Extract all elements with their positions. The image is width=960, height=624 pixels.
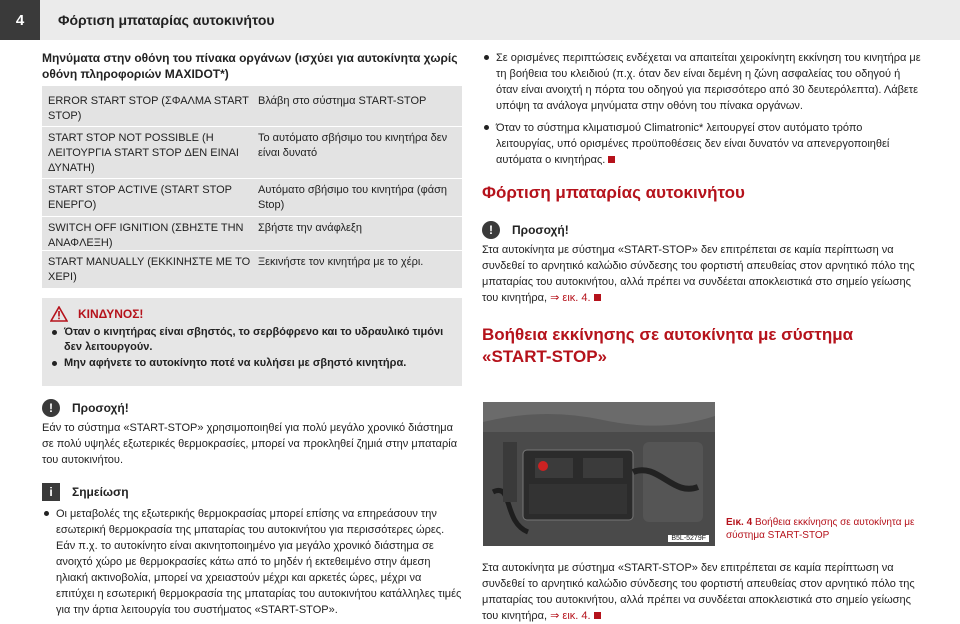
message-code: START STOP NOT POSSIBLE (Η ΛΕΙΤΟΥΡΓΙΑ START STOP ΔΕΝ ΕΙΝΑΙ ΔΥΝΑΤΗ) (48, 132, 239, 174)
message-meaning: Το αυτόματο σβήσιμο του κινητήρα δεν είναι δυνατό (258, 132, 448, 159)
warning-triangle-icon (50, 306, 68, 322)
messages-table (42, 86, 462, 288)
caution-text (482, 242, 922, 306)
figure-title: Βοήθεια εκκίνησης σε αυτοκίνητα με σύστημα START-STOP (726, 517, 915, 541)
note-box (42, 482, 462, 618)
message-row (42, 178, 462, 213)
left-column (42, 50, 462, 82)
figure-ref-link[interactable]: εικ. 4. (562, 610, 591, 622)
page-title: Φόρτιση μπαταρίας αυτοκινήτου (58, 12, 275, 28)
page-number: 4 (0, 0, 40, 40)
message-row (42, 126, 462, 176)
arrow-icon: ⇒ (550, 610, 560, 622)
danger-header (50, 304, 454, 324)
message-meaning: Βλάβη στο σύστημα START-STOP (258, 95, 427, 107)
message-code: ERROR START STOP (ΣΦΑΛΜΑ START STOP) (48, 95, 249, 122)
engine-bay-illustration (483, 402, 715, 546)
figure-ref-link[interactable]: εικ. 4. (562, 292, 591, 304)
caution-body: Στα αυτοκίνητα με σύστημα «START-STOP» δεν επιτρέπεται σε καμία περίπτωση να συνδεθεί το αρνητικό καλώδιο σύνδεσης του φορτιστή απευθείας στον αρνητικό πόλο της μπαταρίας του αυτοκινήτου, αλλά πρέπει να συνδέεται αποκλειστικά στο σημείο γείωσης του κινητήρα, (482, 244, 915, 304)
message-code: START MANUALLY (ΕΚΚΙΝΗΣΤΕ ΜΕ ΤΟ ΧΕΡΙ) (48, 256, 251, 283)
section-end-mark (594, 612, 601, 619)
info-icon: i (42, 483, 60, 501)
figure-number: Εικ. 4 (726, 517, 753, 528)
caution-box (42, 398, 462, 468)
message-meaning: Σβήστε την ανάφλεξη (258, 222, 362, 234)
engine-bay-photo (483, 402, 715, 546)
jumpstart-text (482, 560, 922, 624)
caution-header (42, 398, 462, 418)
exclamation-icon: ! (482, 221, 500, 239)
caution-title: Προσοχή! (72, 401, 129, 415)
message-code: SWITCH OFF IGNITION (ΣΒΗΣΤΕ ΤΗΝ ΑΝΑΦΛΕΞΗ) (48, 222, 244, 249)
danger-box (42, 298, 462, 386)
info-bullet: Σε ορισμένες περιπτώσεις ενδέχεται να απαιτείται χειροκίνητη εκκίνηση του κινητήρα με τη βοήθεια του κλειδιού (π.χ. όταν δεν είναι δεμένη η ζώνη ασφαλείας του οδηγού ή όταν είναι ανοιχτή η πόρτα του οδηγού για περισσότερο από 30 δευτερόλεπτα). Λάβετε υπόψη τα ανάλογα μηνύματα στην οθόνη του πίνακα οργάνων. (482, 50, 922, 114)
message-meaning: Ξεκινήστε τον κινητήρα με το χέρι. (258, 256, 424, 268)
messages-lead: Μηνύματα στην οθόνη του πίνακα οργάνων (ισχύει για αυτοκίνητα χωρίς οθόνη πληροφοριών MAXIDOT*) (42, 51, 458, 81)
caution-text: Εάν το σύστημα «START-STOP» χρησιμοποιηθεί για πολύ μεγάλο χρονικό διάστημα σε πολύ υψηλές εξωτερικές θερμοκρασίες, μπορεί να προκληθεί ζημιά στην μπαταρία του αυτοκινήτου. (42, 422, 458, 466)
note-title: Σημείωση (72, 485, 129, 499)
right-column (482, 50, 922, 368)
message-code: START STOP ACTIVE (START STOP ΕΝΕΡΓΟ) (48, 184, 232, 211)
section-end-mark (594, 294, 601, 301)
caution-title: Προσοχή! (512, 223, 569, 237)
photo-code-label: B5L-5279F (668, 535, 709, 542)
message-row (42, 250, 462, 285)
danger-title: ΚΙΝΔΥΝΟΣ! (78, 307, 144, 321)
section-end-mark (608, 156, 615, 163)
section-heading-charging: Φόρτιση μπαταρίας αυτοκινήτου (482, 183, 745, 202)
arrow-icon: ⇒ (550, 292, 560, 304)
danger-item: Μην αφήνετε το αυτοκίνητο ποτέ να κυλήσει με σβηστό κινητήρα. (50, 356, 454, 371)
message-row (42, 94, 462, 124)
exclamation-icon: ! (42, 399, 60, 417)
section-heading-jumpstart: Βοήθεια εκκίνησης σε αυτοκίνητα με σύστημα «START-STOP» (482, 325, 854, 366)
note-header (42, 482, 462, 502)
jumpstart-body: Στα αυτοκίνητα με σύστημα «START-STOP» δεν επιτρέπεται σε καμία περίπτωση να συνδεθεί το αρνητικό καλώδιο σύνδεσης του φορτιστή απευθείας στον αρνητικό πόλο της μπαταρίας του αυτοκινήτου, αλλά πρέπει να συνδέεται αποκλειστικά στο σημείο γείωσης του κινητήρα, (482, 562, 915, 622)
message-row (42, 216, 462, 251)
figure-caption (726, 516, 926, 542)
caution-header (482, 220, 922, 240)
danger-item: Όταν ο κινητήρας είναι σβηστός, το σερβόφρενο και το υδραυλικό τιμόνι δεν λειτουργούν. (50, 325, 454, 355)
note-text: Οι μεταβολές της εξωτερικής θερμοκρασίας μπορεί επίσης να επηρεάσουν την εσωτερική θερμοκρασία της μπαταρίας του αυτοκινήτου για περισσότερες ώρες. Εάν π.χ. το αυτοκίνητο είναι ακινητοποιημένο για μεγάλο χρονικό διάστημα σε ανοιχτό χώρο με θερμοκρασίες κάτω από το μηδέν ή εκτεθειμένο στην άμεση ηλιακή ακτινοβολία, μπορεί να χρειαστούν μέχρι και αρκετές ώρες, μέχρι να επιτύχει η εσωτερική θερμοκρασία της μπαταρίας του αυτοκινήτου κατάλληλες τιμές για την άρτια λειτουργία του συστήματος «START-STOP». (42, 506, 462, 618)
info-bullet (482, 120, 922, 168)
info-bullet-text: Όταν το σύστημα κλιματισμού Climatronic* λειτουργεί στον αυτόματο τρόπο λειτουργίας, υπό ορισμένες προϋποθέσεις δεν είναι δυνατόν να απενεργοποιηθεί αυτόματα ο κινητήρας. (496, 122, 890, 166)
message-meaning: Αυτόματο σβήσιμο του κινητήρα (φάση Stop) (258, 184, 447, 211)
